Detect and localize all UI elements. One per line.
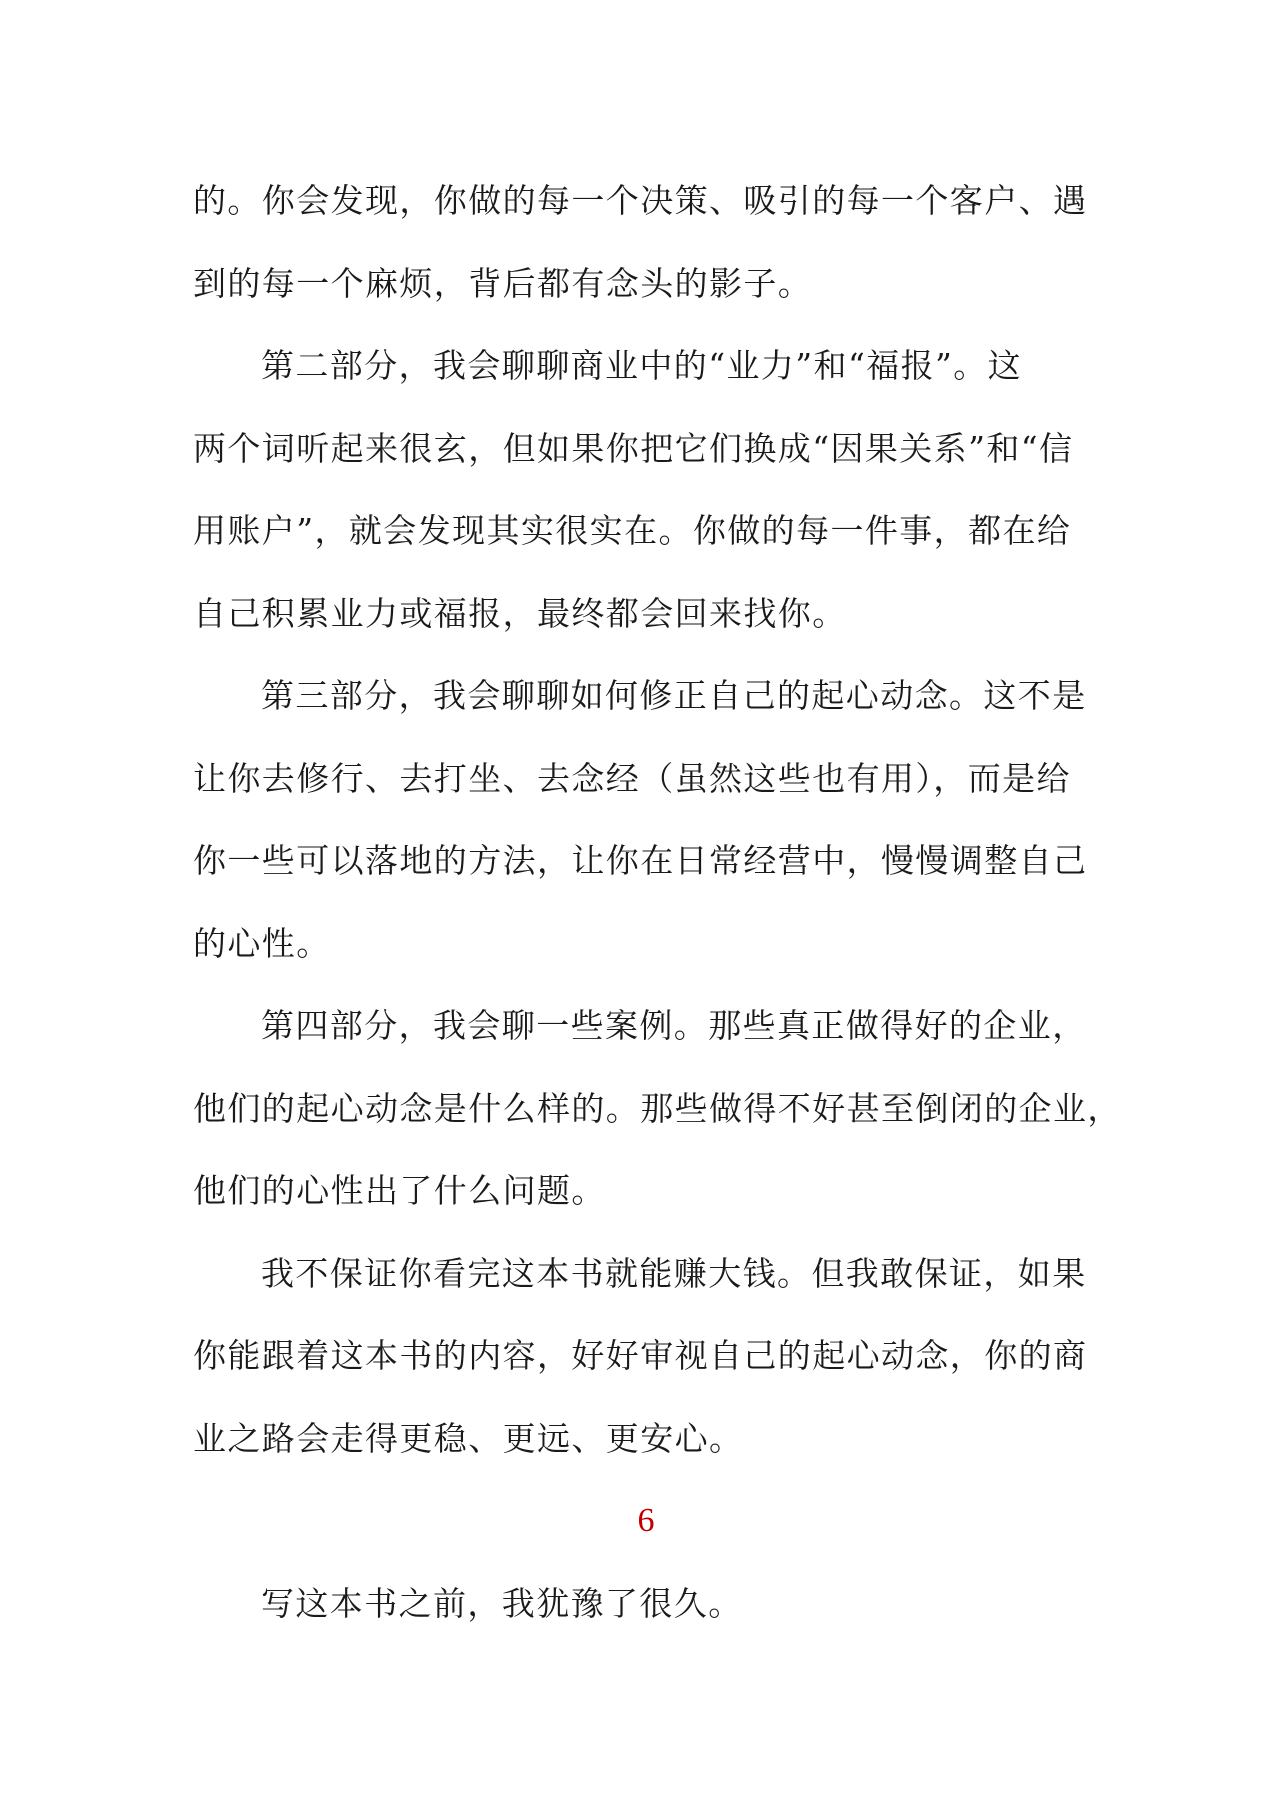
text-line: 你能跟着这本书的内容，好好审视自己的起心动念，你的商	[193, 1336, 1088, 1375]
paragraph-4	[193, 985, 1122, 1233]
paragraph-5	[193, 1233, 1099, 1481]
paragraph-3	[193, 655, 1099, 985]
text-line: 到的每一个麻烦，背后都有念头的影子。	[193, 263, 813, 303]
text-line: 他们的起心动念是什么样的。那些做得不好甚至倒闭的企业，	[193, 1088, 1122, 1128]
text-line: 第二部分，我会聊聊商业中的“业力”和“福报”。这	[261, 346, 1023, 385]
text-line: 我不保证你看完这本书就能赚大钱。但我敢保证，如果	[261, 1253, 1087, 1293]
text-line: 自己积累业力或福报，最终都会回来找你。	[193, 593, 847, 633]
text-line: 用账户”，就会发现其实很实在。你做的每一件事，都在给	[193, 511, 1072, 550]
text-line: 你一些可以落地的方法，让你在日常经营中，慢慢调整自己	[193, 841, 1088, 880]
text-line: 两个词听起来很玄，但如果你把它们换成“因果关系”和“信	[193, 428, 1074, 468]
text-line: 业之路会走得更稳、更远、更安心。	[193, 1418, 744, 1458]
paragraph-2	[193, 325, 1099, 655]
text-line: 的。你会发现，你做的每一个决策、吸引的每一个客户、遇	[193, 181, 1088, 220]
text-line: 让你去修行、去打坐、去念经（虽然这些也有用），而是给	[193, 758, 1071, 798]
text-line: 他们的心性出了什么问题。	[193, 1171, 606, 1210]
text-line: 第四部分，我会聊一些案例。那些真正做得好的企业，	[261, 1006, 1087, 1045]
text-line: 写这本书之前，我犹豫了很久。	[261, 1583, 743, 1623]
text-line: 的心性。	[193, 923, 331, 963]
page-body	[193, 160, 1122, 1645]
paragraph-6	[193, 1563, 1099, 1646]
section-number: 6	[637, 1502, 655, 1539]
text-line: 第三部分，我会聊聊如何修正自己的起心动念。这不是	[261, 676, 1087, 715]
paragraph-1	[193, 160, 1099, 325]
